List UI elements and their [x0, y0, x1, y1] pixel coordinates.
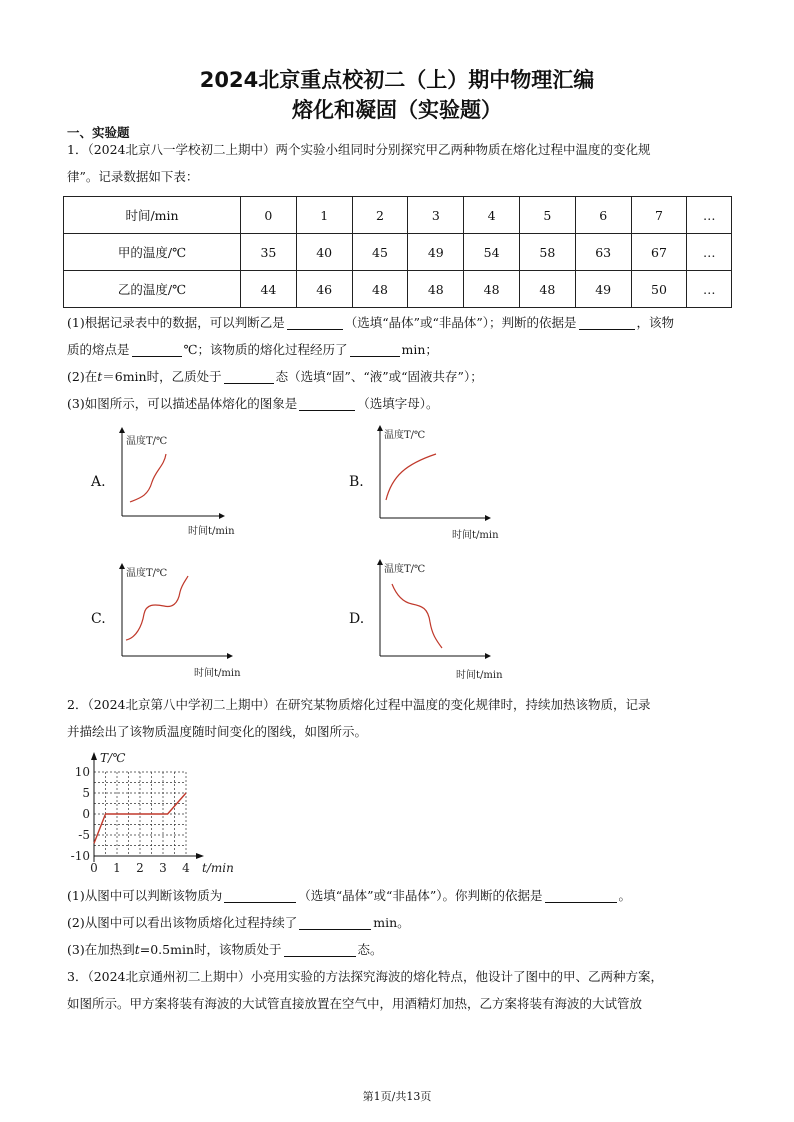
option-b-curve	[386, 454, 436, 500]
q1-intro	[67, 136, 729, 163]
option-a-curve	[130, 454, 166, 502]
q1-part2	[67, 363, 729, 390]
option-c-xlabel: 时间t/min	[194, 668, 241, 679]
table-cell: 63	[575, 234, 631, 271]
q1-part1-f: min；	[401, 342, 438, 357]
q2-part2	[67, 909, 729, 936]
answer-blank[interactable]	[224, 888, 296, 903]
table-cell: 0	[241, 197, 297, 234]
table-cell: 4	[464, 197, 520, 234]
q2-part1-a: (1)从图中可以判断该物质为	[67, 888, 223, 903]
table-cell: 1	[296, 197, 352, 234]
q2-part2-a: (2)从图中可以看出该物质熔化过程持续了	[67, 915, 298, 930]
q3-intro	[67, 963, 729, 990]
answer-blank[interactable]	[287, 315, 343, 330]
y-tick-label: 0	[82, 807, 90, 821]
table-cell: …	[687, 234, 732, 271]
answer-blank[interactable]	[224, 369, 274, 384]
q1-part1-d: 质的熔点是	[67, 342, 130, 357]
table-row	[64, 234, 732, 271]
table-row-header: 乙的温度/℃	[64, 271, 241, 308]
q1-part1-b: （选填“晶体”或“非晶体”）；判断的依据是	[344, 315, 577, 330]
q2-part3-t: t	[134, 942, 140, 957]
q1-part2-t: t	[97, 369, 103, 384]
answer-blank[interactable]	[545, 888, 617, 903]
option-a-xlabel: 时间t/min	[188, 526, 235, 537]
option-c-curve	[126, 576, 188, 640]
option-b-xlabel: 时间t/min	[452, 530, 499, 541]
option-a-ylabel: 温度T/℃	[126, 436, 168, 447]
option-a-label: A.	[91, 474, 106, 490]
x-tick-label: 3	[159, 861, 167, 875]
table-cell: 58	[519, 234, 575, 271]
table-cell: 44	[241, 271, 297, 308]
q2-ticks	[71, 765, 191, 875]
q1-part1-e: ℃；该物质的熔化过程经历了	[183, 342, 348, 357]
y-tick-label: 5	[82, 786, 90, 800]
table-cell: 6	[575, 197, 631, 234]
answer-blank[interactable]	[299, 396, 355, 411]
table-cell: 40	[296, 234, 352, 271]
table-cell: 48	[408, 271, 464, 308]
q2-part3-b: =0.5min时，该物质处于	[139, 942, 282, 957]
table-cell: 2	[352, 197, 408, 234]
q2-xlabel: t/min	[202, 861, 234, 875]
q1-part2-a: (2)在	[67, 369, 98, 384]
q1-part1-cont	[67, 336, 729, 363]
table-cell: 35	[241, 234, 297, 271]
q2-intro	[67, 691, 729, 718]
q1-intro-line1: （2024北京八一学校初二上期中）两个实验小组同时分别探究甲乙两种物质在熔化过程中温度的变化规	[87, 142, 651, 157]
option-c-graph	[112, 560, 252, 680]
q3-intro-line1: （2024北京通州初二上期中）小亮用实验的方法探究海波的熔化特点，他设计了图中的甲、乙两种方案，	[87, 969, 664, 984]
page-subtitle: 熔化和凝固（实验题）	[292, 98, 502, 122]
q2-intro-cont: 并描绘出了该物质温度随时间变化的图线，如图所示。	[67, 724, 368, 739]
q2-part1	[67, 882, 729, 909]
q1-part1-c: ，该物	[636, 315, 675, 330]
q2-part3-a: (3)在加热到	[67, 942, 135, 957]
option-d-label: D.	[349, 611, 365, 627]
table-row-header: 时间/min	[64, 197, 241, 234]
q1-data-table	[63, 196, 732, 308]
q2-part1-c: 。	[618, 888, 632, 903]
q1-part1-a: (1)根据记录表中的数据，可以判断乙是	[67, 315, 285, 330]
q3-number: 3．	[67, 969, 88, 984]
x-axis-arrow	[196, 853, 204, 859]
table-cell: 5	[519, 197, 575, 234]
table-row	[64, 271, 732, 308]
q1-part2-c: 态（选填“固”、“液”或“固液共存”）；	[275, 369, 483, 384]
x-tick-label: 0	[90, 861, 98, 875]
x-tick-label: 4	[182, 861, 190, 875]
q1-part3-a: (3)如图所示，可以描述晶体熔化的图象是	[67, 396, 298, 411]
table-cell: 67	[631, 234, 687, 271]
q2-intro-line1: （2024北京第八中学初二上期中）在研究某物质熔化过程中温度的变化规律时，持续加热该物质，记录	[87, 697, 651, 712]
q2-part1-b: （选填“晶体”或“非晶体”）。你判断的依据是	[298, 888, 543, 903]
y-tick-label: -10	[70, 849, 90, 863]
option-d-curve	[392, 584, 442, 648]
option-d-xlabel: 时间t/min	[456, 670, 503, 681]
option-d-graph	[370, 558, 510, 682]
q2-part3-c: 态。	[357, 942, 383, 957]
page-title: 2024北京重点校初二（上）期中物理汇编	[199, 68, 595, 92]
x-tick-label: 1	[113, 861, 121, 875]
y-tick-label: -5	[78, 828, 90, 842]
table-cell: 49	[575, 271, 631, 308]
y-tick-label: 10	[74, 765, 90, 779]
table-cell: 3	[408, 197, 464, 234]
answer-blank[interactable]	[299, 915, 371, 930]
table-cell: 7	[631, 197, 687, 234]
q1-intro-cont: 律”。记录数据如下表：	[67, 169, 199, 184]
q1-part2-b: ＝6min时，乙质处于	[102, 369, 222, 384]
answer-blank[interactable]	[579, 315, 635, 330]
table-row-header: 甲的温度/℃	[64, 234, 241, 271]
q1-part1	[67, 309, 729, 336]
option-b-ylabel: 温度T/℃	[384, 430, 426, 441]
answer-blank[interactable]	[350, 342, 400, 357]
q2-part3	[67, 936, 729, 963]
x-tick-label: 2	[136, 861, 144, 875]
page-footer: 第1页/共13页	[362, 1090, 432, 1103]
table-cell: 45	[352, 234, 408, 271]
table-cell: …	[687, 197, 732, 234]
table-cell: 50	[631, 271, 687, 308]
answer-blank[interactable]	[132, 342, 182, 357]
option-a-graph	[112, 424, 242, 540]
table-cell: 48	[519, 271, 575, 308]
q1-number: 1．	[67, 142, 88, 157]
table-cell: 54	[464, 234, 520, 271]
option-b-graph	[370, 424, 510, 544]
table-cell: 46	[296, 271, 352, 308]
section-title: 一、实验题	[67, 125, 130, 140]
q3-intro-cont: 如图所示。甲方案将装有海波的大试管直接放置在空气中，用酒精灯加热，乙方案将装有海波的大试管放	[67, 996, 643, 1011]
q2-part2-b: min。	[373, 915, 410, 930]
answer-blank[interactable]	[284, 942, 356, 957]
table-cell: 49	[408, 234, 464, 271]
q2-temperature-chart	[68, 748, 268, 880]
table-cell: 48	[464, 271, 520, 308]
y-axis-arrow	[91, 752, 97, 760]
q1-part3	[67, 390, 729, 417]
option-b-label: B.	[349, 474, 364, 490]
option-c-ylabel: 温度T/℃	[126, 568, 168, 579]
q2-number: 2．	[67, 697, 88, 712]
table-cell: …	[687, 271, 732, 308]
table-row	[64, 197, 732, 234]
option-d-ylabel: 温度T/℃	[384, 564, 426, 575]
q1-part3-b: （选填字母）。	[357, 396, 439, 411]
option-c-label: C.	[91, 611, 106, 627]
table-cell: 48	[352, 271, 408, 308]
q2-ylabel: T/℃	[100, 751, 126, 765]
